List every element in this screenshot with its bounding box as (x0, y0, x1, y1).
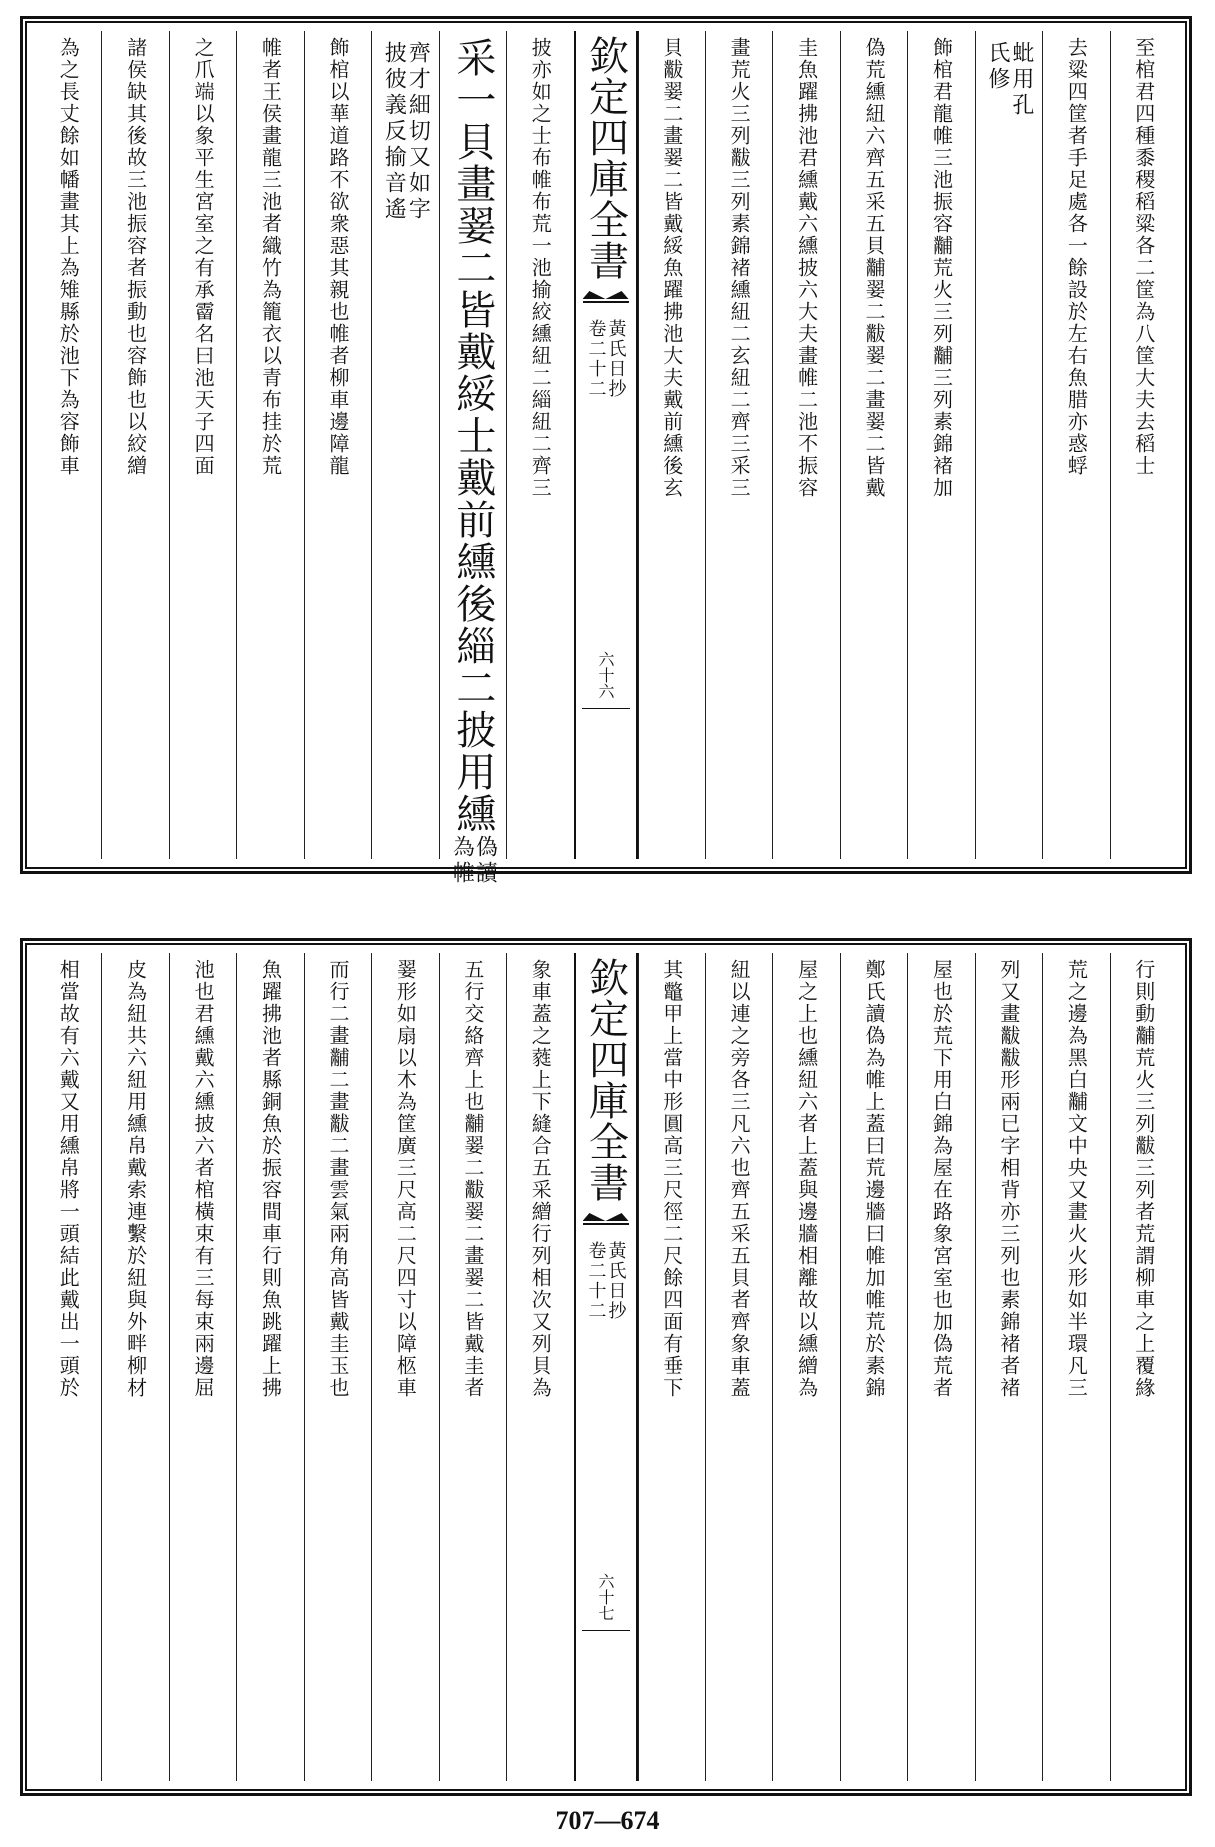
folio-number: 六十七 (596, 1573, 615, 1621)
folio-number: 六十六 (596, 651, 615, 699)
main-text-line: 翣形如扇以木為筐廣三尺高二尺四寸以障柩車 (393, 959, 418, 1399)
main-text-line: 采一貝畫翣二皆戴綏士戴前纁後緇二披用纁 (449, 37, 496, 835)
main-text-line: 紐以連之旁各三凡六也齊五采五貝者齊象車蓋 (727, 959, 752, 1399)
volume-label: 卷二十二 (585, 1241, 607, 1321)
main-text-line: 去粱四筐者手足處各一餘設於左右魚腊亦惑蜉 (1064, 37, 1089, 477)
spine-rule (582, 708, 630, 709)
text-column (1110, 953, 1177, 1781)
main-text-line: 畫荒火三列黻三列素錦褚纁紐二玄紐二齊三采三 (727, 37, 752, 499)
inline-annotation (449, 835, 498, 887)
text-column (304, 31, 371, 859)
main-text-line: 諸侯缺其後故三池振容者振動也容飾也以絞繒 (123, 37, 148, 477)
text-column (975, 953, 1042, 1781)
text-column (1110, 31, 1177, 859)
main-text-line: 荒之邊為黑白黼文中央又畫火火形如半環凡三 (1064, 959, 1089, 1399)
main-text-line: 帷者王侯畫龍三池者織竹為籠衣以青布挂於荒 (258, 37, 283, 477)
spine-labels (587, 319, 625, 399)
annotation-line: 偽讀 (472, 835, 498, 887)
text-column (371, 31, 438, 859)
main-text-line: 池也君纁戴六纁披六者棺橫束有三每束兩邊屈 (191, 959, 216, 1399)
main-text-line: 飾棺君龍帷三池振容黼荒火三列黼三列素錦褚加 (929, 37, 954, 499)
spine-rule (582, 1630, 630, 1631)
text-column (705, 953, 772, 1781)
commentary-line: 披彼義反揄音遙 (381, 41, 407, 223)
main-text-line: 貝黻翣二畫翣二皆戴綏魚躍拂池大夫戴前纁後玄 (659, 37, 684, 499)
text-column (1042, 953, 1109, 1781)
commentary-line: 蚍用孔 (1008, 41, 1034, 119)
main-text-line: 至棺君四種黍稷稻粱各二筐為八筐大夫去稻士 (1131, 37, 1156, 477)
main-text-line: 相當故有六戴又用纁帛將一頭結此戴出一頭於 (56, 959, 81, 1399)
text-with-annotation (449, 31, 498, 887)
fish-tail-mark-icon (583, 291, 629, 313)
book-title: 黃氏日抄 (605, 319, 627, 399)
collection-title: 欽定四庫全書 (582, 35, 629, 281)
commentary-line: 齊才細切又如字 (405, 41, 431, 223)
text-column (304, 953, 371, 1781)
main-text-line: 飾棺以華道路不欲衆惡其親也帷者柳車邊障龍 (325, 37, 350, 477)
text-column (506, 31, 573, 859)
text-column (169, 953, 236, 1781)
annotation-line: 為帷 (449, 835, 475, 887)
book-title: 黃氏日抄 (605, 1241, 627, 1321)
fish-tail-mark-icon (583, 1213, 629, 1235)
main-text-line: 偽荒纁紐六齊五采五貝黼翣二黻翣二畫翣二皆戴 (862, 37, 887, 499)
main-text-line: 五行交絡齊上也黼翣二黻翣二畫翣二皆戴圭者 (460, 959, 485, 1399)
text-column (1042, 31, 1109, 859)
text-column (506, 953, 573, 1781)
text-column (907, 953, 974, 1781)
annotation-pair (449, 835, 498, 887)
center-spine (574, 953, 638, 1781)
main-text-line: 列又畫黻黻形兩已字相背亦三列也素錦褚者褚 (996, 959, 1021, 1399)
center-spine (574, 31, 638, 859)
text-column (439, 31, 506, 887)
text-column (236, 31, 303, 859)
text-column (975, 31, 1042, 859)
main-text-line: 之爪端以象平生宮室之有承霤名曰池天子四面 (191, 37, 216, 477)
text-column (705, 31, 772, 859)
collection-title: 欽定四庫全書 (582, 957, 629, 1203)
main-text-line: 披亦如之士布帷布荒一池揄絞纁紐二緇紐二齊三 (528, 37, 553, 499)
main-text-line: 屋也於荒下用白錦為屋在路象宮室也加偽荒者 (929, 959, 954, 1399)
main-text-line: 皮為紐共六紐用纁帛戴索連繫於紐與外畔柳材 (123, 959, 148, 1399)
main-text-line: 屋之上也纁紐六者上蓋與邊牆相離故以纁繒為 (794, 959, 819, 1399)
text-column (638, 953, 705, 1781)
text-column (772, 31, 839, 859)
text-column (772, 953, 839, 1781)
text-column (907, 31, 974, 859)
main-text-line: 其鼈甲上當中形圓高三尺徑二尺餘四面有垂下 (659, 959, 684, 1399)
main-text-line: 魚躍拂池者縣銅魚於振容間車行則魚跳躍上拂 (258, 959, 283, 1399)
text-column (840, 953, 907, 1781)
column-grid (35, 953, 1177, 1781)
book-page-lower (20, 938, 1192, 1796)
text-column (638, 31, 705, 859)
text-column (101, 31, 168, 859)
text-column (439, 953, 506, 1781)
main-text-line: 而行二畫黼二畫黻二畫雲氣兩角高皆戴圭玉也 (325, 959, 350, 1399)
commentary-notes (986, 31, 1032, 859)
commentary-notes (381, 31, 431, 859)
main-text-line: 行則動黼荒火三列黻三列者荒謂柳車之上覆緣 (1131, 959, 1156, 1399)
text-column (236, 953, 303, 1781)
spine-labels (587, 1241, 625, 1321)
text-column (371, 953, 438, 1781)
main-text-line: 為之長丈餘如幡畫其上為雉縣於池下為容飾車 (56, 37, 81, 477)
text-column (169, 31, 236, 859)
text-column (101, 953, 168, 1781)
text-column (35, 953, 101, 1781)
volume-label: 卷二十二 (585, 319, 607, 399)
column-grid (35, 31, 1177, 887)
page-reference-number: 707—674 (555, 1806, 660, 1835)
main-text-line: 鄭氏讀偽為帷上蓋曰荒邊牆曰帷加帷荒於素錦 (862, 959, 887, 1399)
book-page-upper (20, 16, 1192, 887)
text-column (840, 31, 907, 859)
main-text-line: 圭魚躍拂池君纁戴六纁披六大夫畫帷二池不振容 (794, 37, 819, 499)
commentary-line: 氏修 (984, 41, 1010, 93)
main-text-line: 象車蓋之蕤上下縫合五采繒行列相次又列貝為 (528, 959, 553, 1399)
text-column (35, 31, 101, 859)
